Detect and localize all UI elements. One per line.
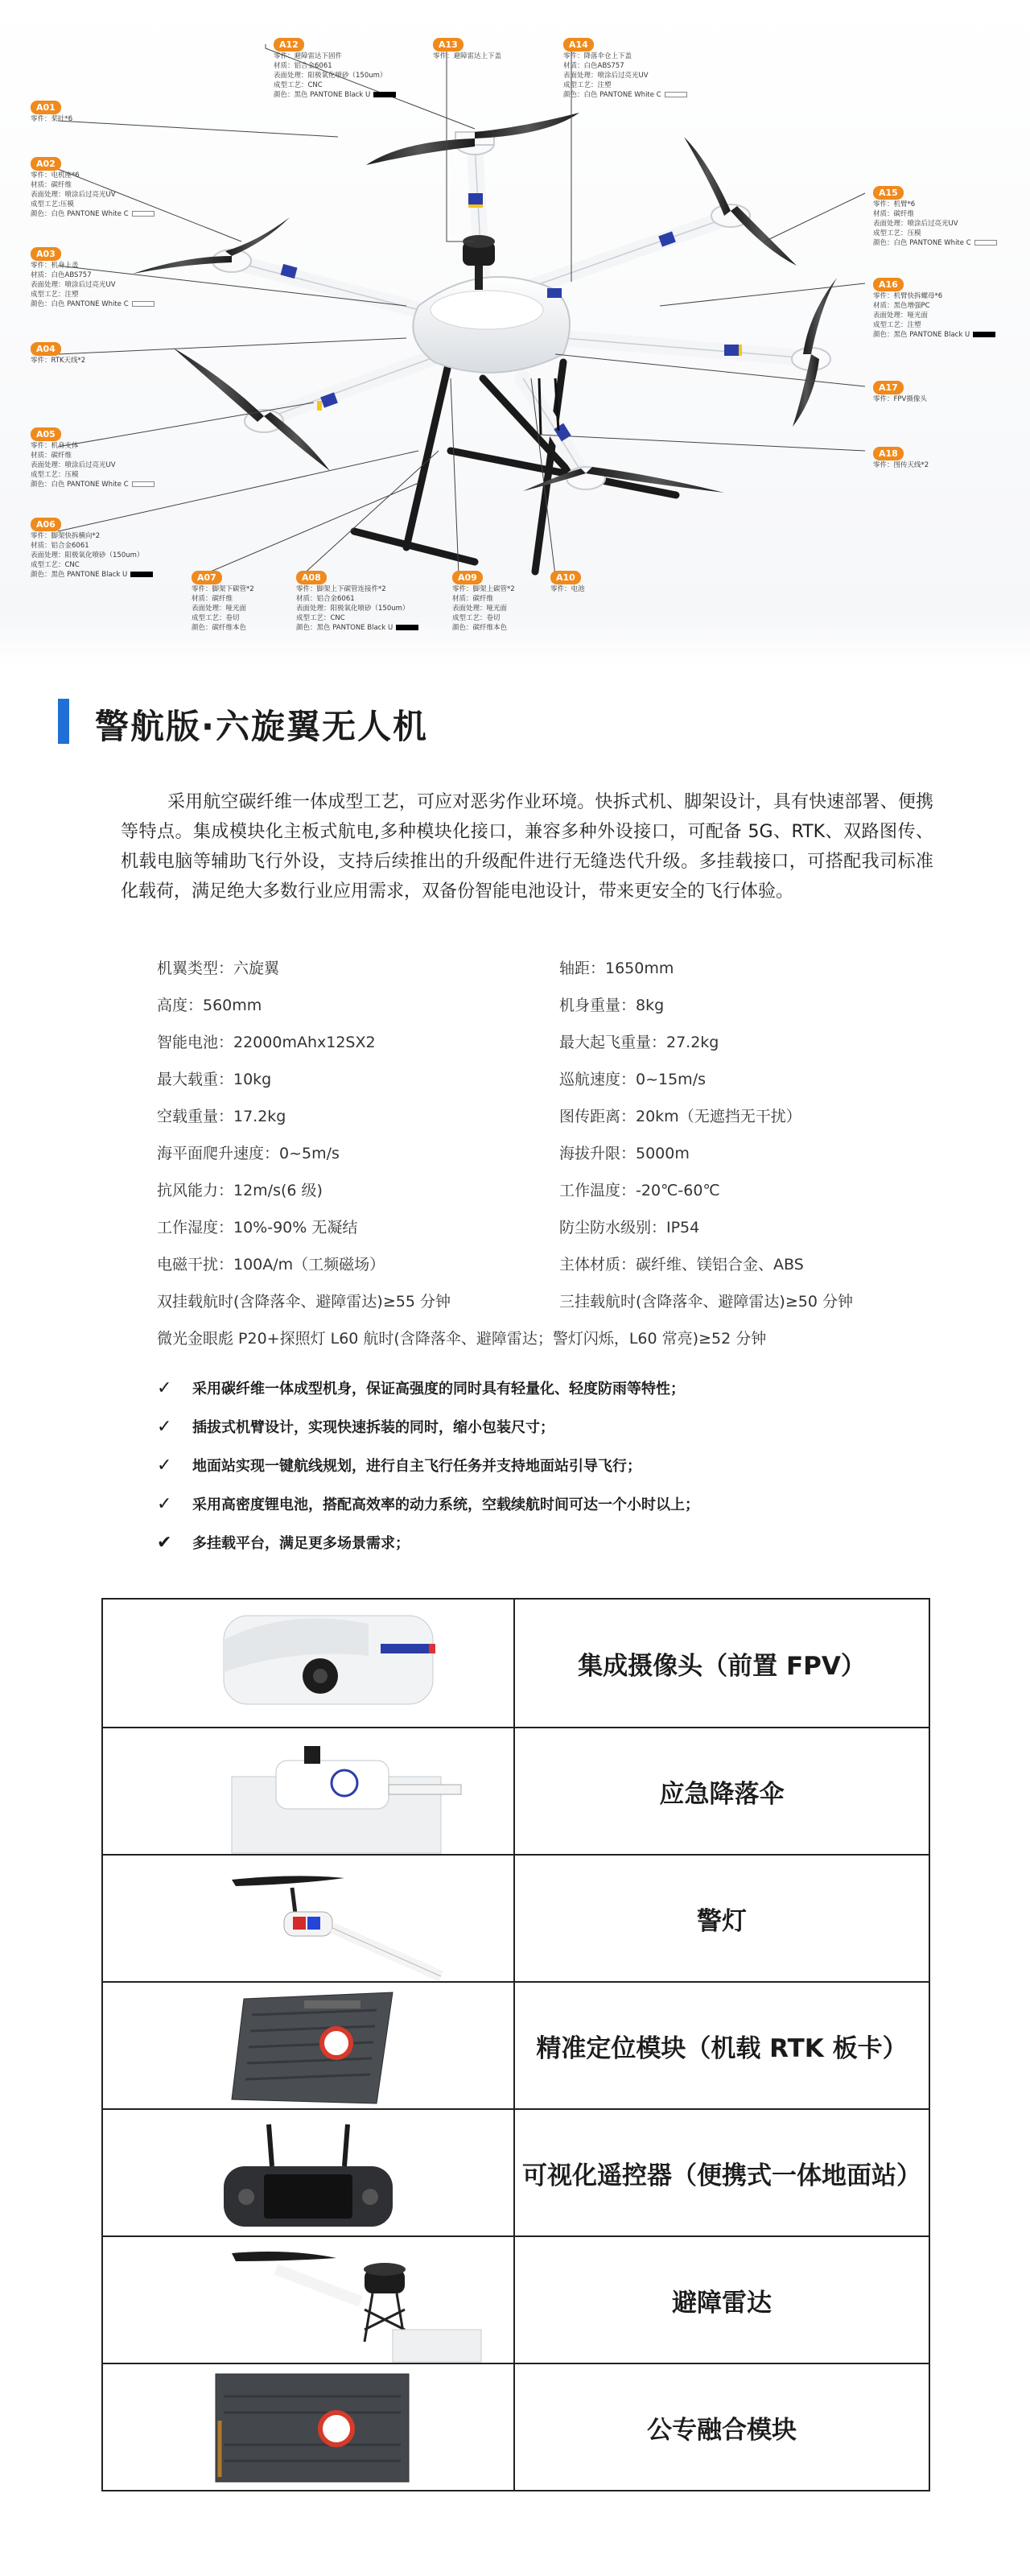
list-item: ✓ 采用碳纤维一体成型机身，保证高强度的同时具有轻量化、轻度防雨等特性； [157,1377,685,1398]
spec-row [157,1170,921,1208]
module-label: 警灯 [697,1906,747,1936]
module-label: 公专融合模块 [647,2415,797,2445]
spec-item: 海平面爬升速度：0~5m/s [157,1144,340,1162]
spec-row [157,1133,921,1170]
callout-a07: A07 零件：脚架下碳管*2 材质：碳纤维 表面处理：哑光面 成型工艺：卷切 颜色：碳纤维本色 [192,572,254,632]
callout-a17: A17 零件：FPV摄像头 [873,382,927,403]
table-row [103,1600,929,1727]
checkmark-icon: ✓ [157,1416,172,1437]
spec-item: 双挂载航时(含降落伞、避障雷达)≥55 分钟 [157,1292,451,1311]
table-row [103,2235,929,2363]
callout-a09: A09 零件：脚架上碳管*2 材质：碳纤维 表面处理：哑光面 成型工艺：卷切 颜色：碳纤维本色 [452,572,515,632]
module-label: 避障雷达 [672,2288,772,2318]
callout-a10: A10 零件：电池 [550,572,585,593]
callout-a01: A01 零件：桨叶*6 [31,102,73,123]
obstacle-radar-image [103,2237,515,2363]
spec-item: 最大载重：10kg [157,1070,272,1088]
checkmark-icon: ✓ [157,1455,172,1476]
page-title: 警航版·六旋翼无人机 [95,707,428,746]
spec-item: 最大起飞重量：27.2kg [559,1033,719,1051]
callout-a04: A04 零件：RTK天线*2 [31,344,86,365]
spec-item-full: 微光金眼彪 P20+探照灯 L60 航时(含降落伞、避障雷达；警灯闪烁，L60 常亮)≥52 分钟 [157,1329,767,1348]
spec-item: 机身重量：8kg [559,996,665,1014]
module-label: 可视化遥控器（便携式一体地面站） [522,2161,921,2190]
spec-item: 巡航速度：0~15m/s [559,1070,706,1088]
spec-item: 高度：560mm [157,996,262,1014]
spec-row [157,1282,921,1319]
remote-controller-image [103,2110,515,2235]
fusion-module-image [103,2364,515,2490]
list-item: ✓ 采用高密度锂电池，搭配高效率的动力系统，空载续航时间可达一个小时以上； [157,1493,699,1514]
spec-item: 海拔升限：5000m [559,1144,690,1162]
callout-a03: A03 零件：机身上盖 材质：白色ABS757 表面处理：喷涂后过亮光UV 成型工艺：注塑 颜色：白色 PANTONE White C [31,245,154,309]
spec-row [157,1245,921,1282]
spec-row [157,985,921,1022]
module-label: 集成摄像头（前置 FPV） [578,1651,866,1681]
callout-tag: A12 [274,38,304,52]
callout-a13: A13 零件：避障雷达上下盖 [433,39,502,60]
callout-a15: A15 零件：机臂*6 材质：碳纤维 表面处理：喷涂后过亮光UV 成型工艺：压模 颜色：白色 PANTONE White C [873,184,997,248]
spec-row [157,1096,921,1133]
spec-row [157,1059,921,1096]
spec-item: 三挂载航时(含降落伞、避障雷达)≥50 分钟 [559,1292,853,1311]
module-label: 精准定位模块（机载 RTK 板卡） [536,2033,908,2063]
callout-a06: A06 零件：脚架快拆横向*2 材质：铝合金6061 表面处理：阳极氧化喷砂（150um） 成型工艺：CNC 颜色：黑色 PANTONE Black U [31,515,153,580]
spec-row [157,1022,921,1059]
landing-gear [354,354,676,572]
table-row [103,1727,929,1854]
parachute-pod-image [103,1728,515,1854]
list-item: ✔ 多挂载平台，满足更多场景需求； [157,1532,410,1553]
spec-item: 智能电池：22000mAhx12SX2 [157,1033,376,1051]
spec-item: 防尘防水级别：IP54 [559,1218,700,1236]
list-item: ✓ 插拔式机臂设计，实现快速拆装的同时，缩小包装尺寸； [157,1416,554,1437]
intro-paragraph: 采用航空碳纤维一体成型工艺，可应对恶劣作业环境。快拆式机、脚架设计，具有快速部署、便携等特点。集成模块化主板式航电,多种模块化接口，兼容多种外设接口，可配备 5G、RTK、双路图传、机载电脑等辅助飞行外设，支持后续推出的升级配件进行无缝迭代升级。多挂载接口，可搭配我司标准化载荷，满足绝大多数行业应用需求，双备份智能电池设计，带来更安全的飞行体验。 [121,792,933,902]
spec-item: 工作温度：-20℃-60℃ [559,1181,720,1199]
checkmark-icon: ✓ [157,1493,172,1514]
callout-a16: A16 零件：机臂快拆螺母*6 材质：黑色增强PC 表面处理：哑光面 成型工艺：注塑 颜色：黑色 PANTONE Black U [873,275,995,340]
table-row [103,2108,929,2235]
spec-item: 电磁干扰：100A/m（工频磁场） [157,1255,385,1274]
table-row [103,2363,929,2490]
spec-row [157,1208,921,1245]
callout-a12: A12 零件：避障雷达下固件 材质：铝合金6061 表面处理：阳极氧化喷砂（150um） 成型工艺：CNC 颜色：黑色 PANTONE Black U [274,35,396,100]
module-label: 应急降落伞 [659,1779,785,1809]
callout-a05: A05 零件：机身支体 材质：碳纤维 表面处理：喷涂后过亮光UV 成型工艺：压模 颜色：白色 PANTONE White C [31,425,154,489]
police-light-image [103,1856,515,1981]
spec-item: 工作湿度：10%-90% 无凝结 [157,1218,358,1236]
checkmark-icon: ✔ [157,1532,172,1553]
color-swatch [373,92,396,97]
table-row [103,1854,929,1981]
spec-item: 机翼类型：六旋翼 [157,959,280,977]
spec-item: 空载重量：17.2kg [157,1107,286,1125]
module-table [101,1598,930,2491]
table-row [103,1981,929,2108]
drone-parts-diagram [0,0,1030,668]
spec-item: 主体材质：碳纤维、镁铝合金、ABS [559,1255,804,1274]
list-item: ✓ 地面站实现一键航线规划，进行自主飞行任务并支持地面站引导飞行； [157,1455,641,1476]
spec-item: 图传距离：20km（无遮挡无干扰） [559,1107,801,1125]
callout-a14: A14 零件：降落伞仓上下盖 材质：白色ABS757 表面处理：喷涂后过亮光UV 成型工艺：注塑 颜色：白色 PANTONE White C [563,35,687,100]
spec-item: 轴距：1650mm [559,959,674,977]
callout-a18: A18 零件：图传天线*2 [873,448,929,469]
callout-a08: A08 零件：脚架上下碳管连接件*2 材质：铝合金6061 表面处理：阳极氧化喷砂（150um） 成型工艺：CNC 颜色：黑色 PANTONE Black U [296,568,418,633]
spec-table [157,948,921,1356]
fpv-camera-image [103,1600,515,1727]
title-accent-bar [58,699,69,744]
spec-row [157,948,921,985]
callout-a02: A02 零件：电机座*6 材质：碳纤维 表面处理：喷涂后过亮光UV 成型工艺:压模 颜色：白色 PANTONE White C [31,155,154,219]
rtk-board-image [103,1983,515,2108]
feature-list [157,1368,962,1562]
spec-item: 抗风能力：12m/s(6 级) [157,1181,323,1199]
checkmark-icon: ✓ [157,1377,172,1398]
